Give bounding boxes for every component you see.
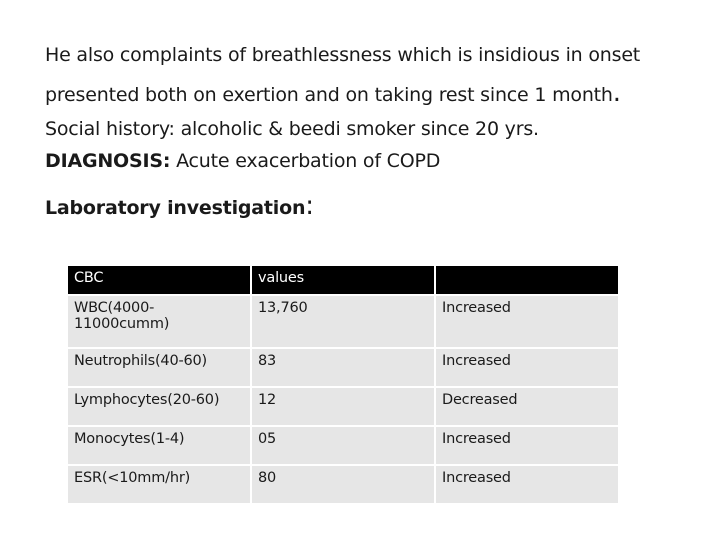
table-row bbox=[68, 388, 618, 425]
table-header-row bbox=[68, 266, 618, 294]
social-history: Social history: alcoholic & beedi smoker since 20 yrs. bbox=[45, 118, 539, 140]
history-line-2-text: presented both on exertion and on taking rest since 1 month bbox=[45, 84, 613, 106]
lab-heading-colon: : bbox=[305, 191, 314, 221]
test-name: Lymphocytes(20-60) bbox=[68, 388, 250, 425]
history-line-1: He also complaints of breathlessness which is insidious in onset bbox=[45, 44, 641, 66]
test-name: ESR(<10mm/hr) bbox=[68, 466, 250, 503]
history-line-2-period: . bbox=[612, 78, 621, 108]
history-line-2 bbox=[45, 80, 621, 106]
test-value: 80 bbox=[252, 466, 434, 503]
table-row bbox=[68, 466, 618, 503]
test-status: Decreased bbox=[436, 388, 618, 425]
test-name: Neutrophils(40-60) bbox=[68, 349, 250, 386]
lab-heading bbox=[45, 193, 314, 219]
test-name: Monocytes(1-4) bbox=[68, 427, 250, 464]
test-value: 13,760 bbox=[252, 296, 434, 347]
header-cbc: CBC bbox=[68, 266, 250, 294]
diagnosis-label: DIAGNOSIS: bbox=[45, 150, 171, 172]
header-status bbox=[436, 266, 618, 294]
table-row bbox=[68, 296, 618, 347]
diagnosis bbox=[45, 150, 440, 172]
table-row bbox=[68, 349, 618, 386]
test-status: Increased bbox=[436, 427, 618, 464]
test-value: 12 bbox=[252, 388, 434, 425]
test-status: Increased bbox=[436, 466, 618, 503]
test-name: WBC(4000- 11000cumm) bbox=[68, 296, 250, 347]
table-row bbox=[68, 427, 618, 464]
diagnosis-value: Acute exacerbation of COPD bbox=[170, 150, 441, 172]
test-value: 05 bbox=[252, 427, 434, 464]
cbc-table bbox=[66, 264, 620, 505]
test-status: Increased bbox=[436, 296, 618, 347]
test-value: 83 bbox=[252, 349, 434, 386]
header-values: values bbox=[252, 266, 434, 294]
test-status: Increased bbox=[436, 349, 618, 386]
lab-heading-label: Laboratory investigation bbox=[45, 197, 306, 219]
